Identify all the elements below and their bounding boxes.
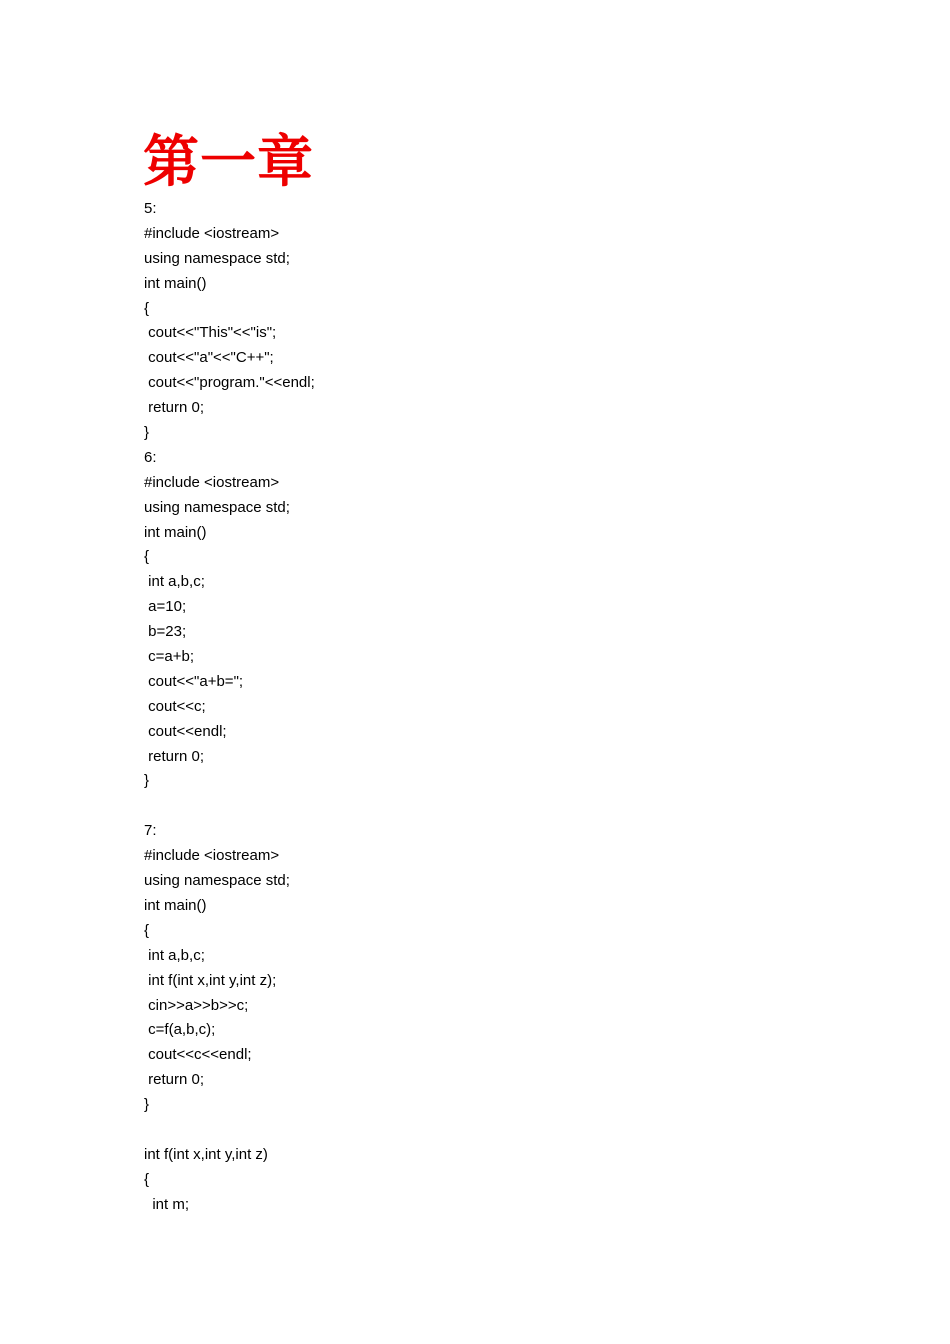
code-line: cin>>a>>b>>c; [144, 996, 249, 1014]
code-line: return 0; [144, 399, 205, 417]
code-line: using namespace std; [144, 498, 290, 516]
code-line: cout<<c<<endl; [144, 1046, 252, 1064]
code-line: { [144, 299, 150, 317]
code-line: } [144, 772, 150, 790]
code-line: int main() [144, 274, 207, 292]
code-line: int f(int x,int y,int z) [144, 1145, 268, 1163]
code-line: #include <iostream> [144, 847, 280, 865]
code-line: c=a+b; [144, 648, 195, 666]
code-line: } [144, 424, 150, 442]
code-line: int a,b,c; [144, 946, 205, 964]
code-line: cout<<"program."<<endl; [144, 374, 315, 392]
code-line: 7: [144, 822, 157, 840]
code-line: int m; [144, 1195, 190, 1213]
code-line: } [144, 1096, 150, 1114]
code-line: a=10; [144, 598, 187, 616]
code-line: int main() [144, 523, 207, 541]
code-line: using namespace std; [144, 249, 290, 267]
code-line: { [144, 548, 150, 566]
code-line: cout<<"a"<<"C++"; [144, 349, 274, 367]
code-line: cout<<c; [144, 697, 206, 715]
code-line: return 0; [144, 1071, 205, 1089]
code-line: 6: [144, 448, 157, 466]
code-line: cout<<"This"<<"is"; [144, 324, 277, 342]
code-line: #include <iostream> [144, 224, 280, 242]
code-line: b=23; [144, 623, 187, 641]
code-listing [144, 197, 315, 1218]
code-line: int a,b,c; [144, 573, 205, 591]
code-line: #include <iostream> [144, 473, 280, 491]
chapter-title: 第一章 [143, 129, 314, 195]
code-line: int main() [144, 896, 207, 914]
code-line: cout<<"a+b="; [144, 672, 244, 690]
code-line: return 0; [144, 747, 205, 765]
code-line: using namespace std; [144, 872, 290, 890]
code-line: 5: [144, 200, 157, 217]
code-line: cout<<endl; [144, 722, 227, 740]
code-line: c=f(a,b,c); [144, 1021, 216, 1039]
code-line: { [144, 921, 150, 939]
code-line: int f(int x,int y,int z); [144, 971, 277, 989]
code-line: { [144, 1170, 150, 1188]
blank-line [144, 1118, 315, 1143]
blank-line [144, 794, 315, 819]
